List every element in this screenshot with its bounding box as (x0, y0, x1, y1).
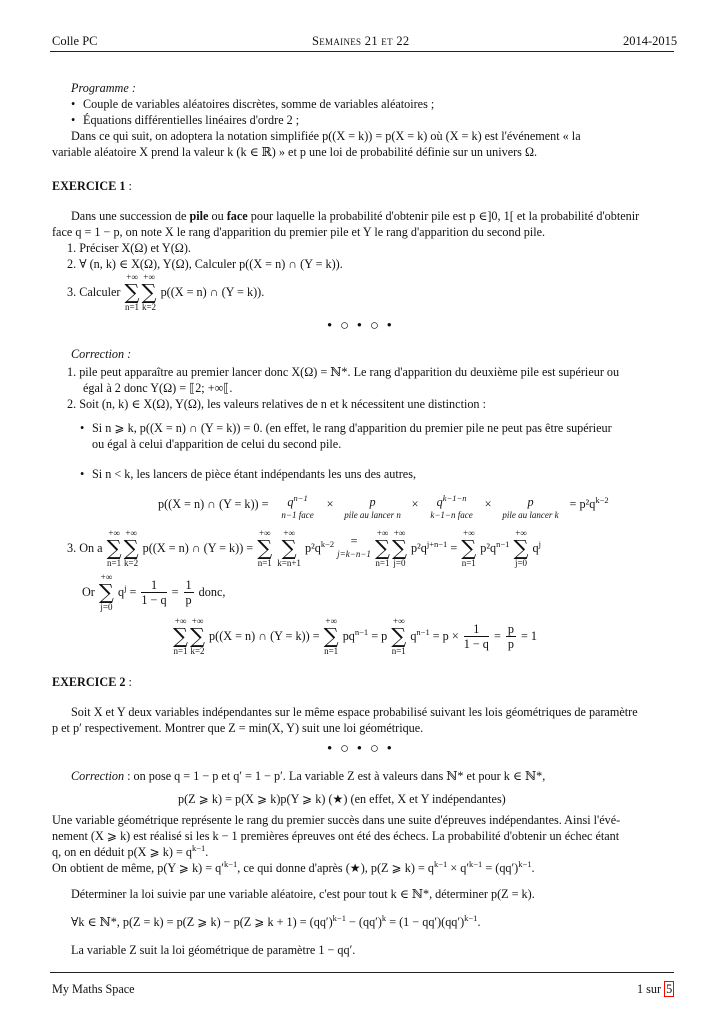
footer-rule (50, 972, 674, 973)
header-center: Semaines 21 et 22 (312, 34, 410, 48)
correction-2-bullet-1-line-1: • Si n ⩾ k, p((X = n) ∩ (Y = k)) = 0. (en effet, le rang d'apparition du premier pile ne peut pas être supérieur (80, 420, 612, 436)
footer-left: My Maths Space (52, 982, 135, 996)
question-1: 1. Préciser X(Ω) et Y(Ω). (67, 241, 191, 255)
ex2-forall-line: ∀k ∈ ℕ*, p(Z = k) = p(Z ⩾ k) − p(Z ⩾ $k + 1) = (qq')^{k-1} - (qq')^k = (1 - qq')(qq')^{k-1}$. (71, 912, 481, 929)
exercise-1-title: EXERCICE 1 : (52, 179, 132, 193)
ex2-paragraph-line-2: nement (X ⩾ k) est réalisé si les k − 1 premières épreuves ont été des échecs. La probabilité d'obtenir un échec étant (52, 829, 620, 843)
programme-label: Programme : (71, 81, 136, 95)
notation-line-1: Dans ce qui suit, on adoptera la notation simplifiée p((X = k)) = p(X = k) où (X = k) est l'événement « la (71, 129, 581, 143)
correction-3-line: 3. On a +∞ ∑ n=1 +∞ ∑ k=2 p((X = n) ∩ (Y = k)) = +∞ ∑ n=1 +∞ ∑ k=n+1 $p^2q^{k-2}$ = j=k−n−1 +∞ ∑ n=1 +∞ ∑ j=0 $p^2q^{j+n-1}$ = +∞ ∑ n=1 $p^2q^{n-1}$ +∞ ∑ j=0 $q^j$ (67, 528, 541, 568)
geometric-series-line: Or +∞ ∑ j=0 $q^j$ = $\frac{1}{1 - q}$ = $\frac{1}{p}$ donc, (82, 572, 226, 612)
ex2-conclusion: La variable Z suit la loi géométrique de paramètre 1 − qq′. (71, 943, 356, 957)
ex2-correction-line: Correction : on pose q = 1 − p et q′ = 1 − p′. La variable Z est à valeurs dans ℕ* et pour k ∈ ℕ*, (71, 769, 546, 783)
ex2-formula-independence: p(Z ⩾ k) = p(X ⩾ k)p(Y ⩾ k) (★) (en effet, X et Y indépendantes) (178, 792, 506, 806)
sum-symbol: +∞ ∑ k=2 (141, 272, 157, 312)
exercise-1-statement-line-2: face q = 1 − p, on note X le rang d'apparition du premier pile et Y le rang d'apparition du second pile. (52, 225, 546, 239)
ex2-paragraph-line-3: q, on en déduit p(X ⩾ $k) = q^{k-1}$. (52, 842, 209, 859)
section-separator: • ○ • ○ • (327, 318, 394, 334)
correction-2-bullet-2: • Si n < k, les lancers de pièce étant indépendants les uns des autres, (80, 466, 416, 482)
correction-2-line: 2. Soit (n, k) ∈ X(Ω), Y(Ω), les valeurs relatives de n et k nécessitent une distinction : (67, 397, 486, 411)
exercise-2-statement-line-1: Soit X et Y deux variables indépendantes sur le même espace probabilisé suivant les lois géométriques de paramètre (71, 705, 638, 719)
programme-item-2: • Équations différentielles linéaires d'ordre 2 ; (71, 112, 299, 128)
correction-label: Correction : (71, 347, 132, 361)
final-sum-line: +∞ ∑ n=1 +∞ ∑ k=2 p((X = n) ∩ (Y = k)) = +∞ ∑ n=1 $pq^{n-1} = p$ +∞ ∑ n=1 $q^{n-1} = p$ × $\frac{1}{1 - q}$ = $\frac{p}{p}$ = 1 (173, 616, 538, 656)
exercise-1-statement-line-1: Dans une succession de pile ou face pour laquelle la probabilité d'obtenir pile est p ∈]0, 1[ et la probabilité d'obtenir (71, 209, 640, 223)
question-3: 3. Calculer +∞ ∑ n=1 +∞ ∑ k=2 p((X = n) ∩ (Y = k)). (67, 272, 265, 312)
correction-1-line-2: égal à 2 donc Y(Ω) = ⟦2; +∞⟦. (83, 381, 233, 395)
correction-1-line-1: 1. pile peut apparaître au premier lancer donc X(Ω) = ℕ*. Le rang d'apparition du deuxième pile est supérieur ou (67, 365, 620, 379)
ex2-paragraph-line-1: Une variable géométrique représente le rang du premier succès dans une suite d'épreuves indépendantes. Ainsi l'évé- (52, 813, 621, 827)
exercise-2-title: EXERCICE 2 : (52, 675, 132, 689)
header-left: Colle PC (52, 34, 98, 48)
programme-item-1: • Couple de variables aléatoires discrètes, somme de variables aléatoires ; (71, 96, 434, 112)
footer-page: 1 sur 5 (637, 982, 673, 996)
ex2-paragraph-line-4: On obtient de même, p(Y ⩾ $k) = q'^{k-1}$, ce qui donne d'après (★), p(Z ⩾ $k) = q^{k-1} \times q'^{k-1} = (qq')^{k-1}$. (52, 858, 535, 875)
question-2: 2. ∀ (n, k) ∈ X(Ω), Y(Ω), Calculer p((X = n) ∩ (Y = k)). (67, 257, 343, 271)
page-total-link[interactable]: 5 (666, 982, 673, 996)
section-separator-2: • ○ • ○ • (327, 741, 394, 757)
correction-2-bullet-1-line-2: ou égal à celui d'apparition de celui du second pile. (92, 437, 342, 451)
product-formula: p((X = n) ∩ $(Y = k)) = q^{n-1}$ n−1 face × p pile au lancer n × $q^{k-1-n}$ k−1−n face × p pile au lancer k = $p^2q^{k-2}$ (158, 492, 609, 520)
sum-symbol: +∞ ∑ n=1 (124, 272, 140, 312)
header-rule (50, 51, 674, 52)
exercise-2-statement-line-2: p et p′ respectivement. Montrer que Z = min(X, Y) suit une loi géométrique. (52, 721, 424, 735)
header-right: 2014-2015 (623, 34, 678, 48)
notation-line-2: variable aléatoire X prend la valeur k (k ∈ ℝ) » et p une loi de probabilité définie sur un univers Ω. (52, 145, 538, 159)
ex2-determine-line: Déterminer la loi suivie par une variable aléatoire, c'est pour tout k ∈ ℕ*, déterminer p(Z = k). (71, 887, 535, 901)
